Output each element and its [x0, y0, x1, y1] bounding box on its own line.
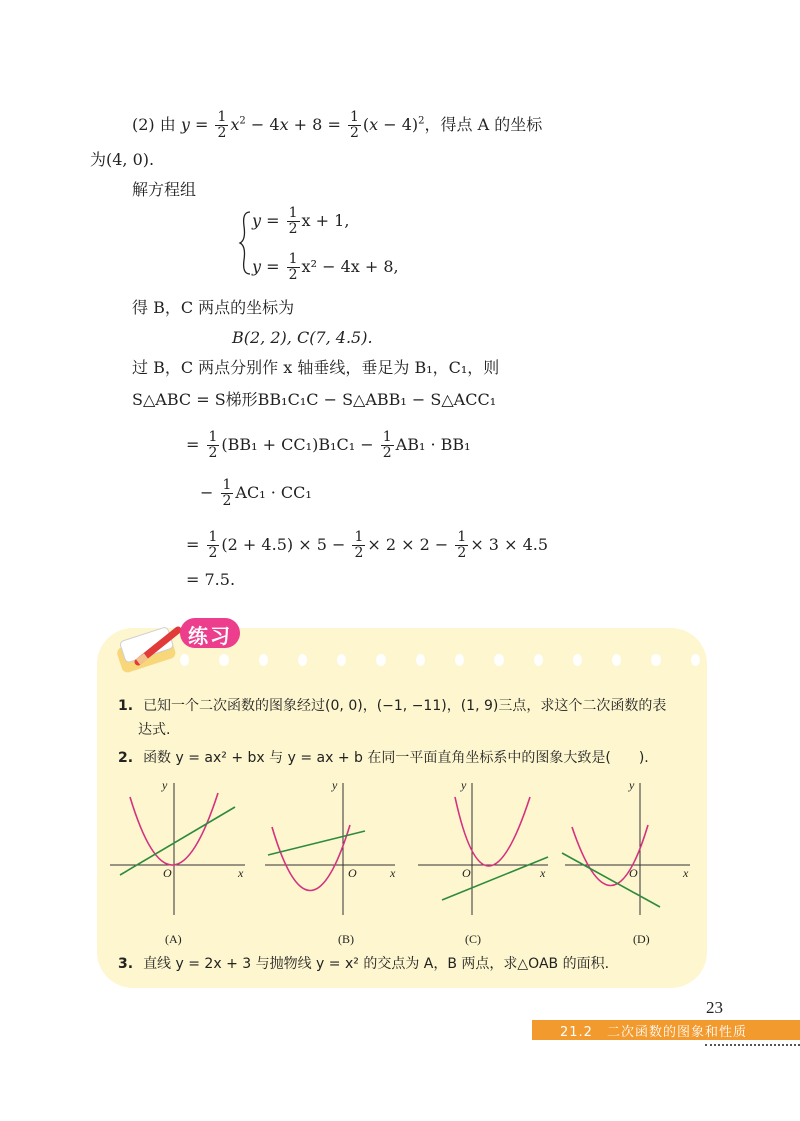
- graph-c-caption: (C): [465, 932, 481, 946]
- graph-b: [265, 783, 395, 915]
- exercise-1-cont: 达式.: [138, 722, 171, 738]
- graph-b-caption: (B): [338, 932, 354, 946]
- system-eq-1: y = $\frac{1}{2}$ x + 1,: [252, 205, 350, 237]
- section-title: 21.2 二次函数的图象和性质: [560, 1025, 747, 1040]
- practice-dots-decoration: [180, 654, 700, 668]
- solution-line-1: (2) 由 y = $\frac{1}{2}$ $x^2 - 4x + 8$ = $\frac{1}{2}$ $(x - 4)^2$，得点 A 的坐标: [132, 109, 543, 141]
- footer-dots: [705, 1044, 800, 1046]
- page-number: 23: [706, 998, 723, 1017]
- practice-title: 练习: [188, 624, 232, 648]
- graph-d-y-label: y: [629, 778, 635, 792]
- graph-c-x-label: x: [540, 866, 546, 880]
- area-line-3: − $\frac{1}{2}$ AC₁ · CC₁: [200, 477, 312, 509]
- graph-a-x-label: x: [238, 866, 244, 880]
- graph-a: [110, 783, 245, 915]
- exercise-1: 1. 已知一个二次函数的图象经过(0, 0)，(−1, −11)，(1, 9)三点，求这个二次函数的表: [118, 698, 667, 714]
- graph-a-caption: (A): [165, 932, 182, 946]
- area-line-5: = 7.5.: [186, 570, 236, 589]
- solution-line-3: 解方程组: [132, 180, 197, 199]
- solution-line-5: B(2, 2), C(7, 4.5).: [232, 328, 373, 347]
- graph-c-parabola: [455, 797, 530, 866]
- graph-d-caption: (D): [633, 932, 650, 946]
- system-eq-2: y = $\frac{1}{2}$ x² − 4x + 8,: [252, 251, 399, 283]
- graph-c: [418, 783, 548, 915]
- graph-c-origin: O: [462, 866, 471, 880]
- area-line-1: S△ABC = S梯形BB₁C₁C − S△ABB₁ − S△ACC₁: [132, 390, 497, 409]
- area-line-4: = $\frac{1}{2}$ (2 + 4.5) × 5 − $\frac{1}{2}$ × 2 × 2 − $\frac{1}{2}$ × 3 × 4.5: [186, 529, 549, 561]
- graph-a-y-label: y: [162, 778, 168, 792]
- graph-b-origin: O: [348, 866, 357, 880]
- graph-b-line: [268, 831, 365, 855]
- graph-b-x-label: x: [390, 866, 396, 880]
- graph-c-y-label: y: [461, 778, 467, 792]
- area-line-2: = $\frac{1}{2}$ (BB₁ + CC₁)B₁C₁ − $\frac{1}{2}$ AB₁ · BB₁: [186, 429, 471, 461]
- solution-line-4: 得 B，C 两点的坐标为: [132, 298, 295, 317]
- scroll-pencil-icon: [108, 612, 188, 676]
- graph-d: [562, 783, 690, 915]
- graph-b-parabola: [272, 825, 350, 891]
- exercise-2: 2. 函数 y = ax² + bx 与 y = ax + b 在同一平面直角坐标系中的图象大致是( ).: [118, 750, 649, 766]
- graph-b-y-label: y: [332, 778, 338, 792]
- graph-a-origin: O: [163, 866, 172, 880]
- exercise-3: 3. 直线 y = 2x + 3 与抛物线 y = x² 的交点为 A，B 两点，求△OAB 的面积.: [118, 956, 610, 972]
- graph-d-line: [562, 853, 660, 907]
- graph-d-x-label: x: [683, 866, 689, 880]
- graph-d-origin: O: [629, 866, 638, 880]
- graphs-figure: [100, 775, 700, 925]
- solution-line-2: 为(4, 0).: [90, 150, 155, 169]
- solution-line-6: 过 B，C 两点分别作 x 轴垂线，垂足为 B₁，C₁，则: [132, 358, 500, 377]
